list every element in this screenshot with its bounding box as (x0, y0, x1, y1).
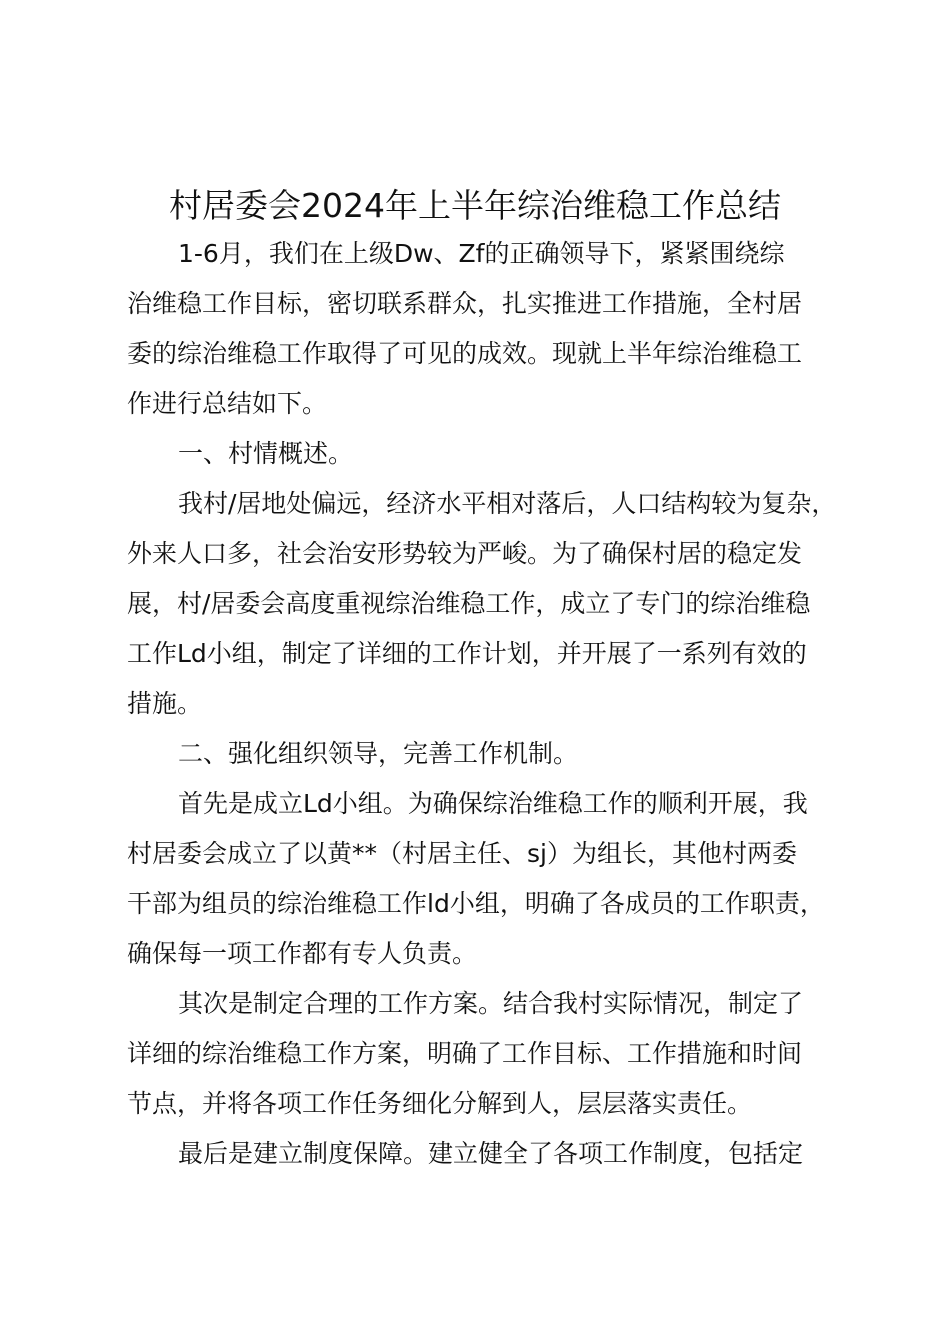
paragraph-intro-line-3: 委的综治维稳工作取得了可见的成效。现就上半年综治维稳工 (127, 339, 803, 368)
paragraph-leadership-line-1: 首先是成立Ld小组。为确保综治维稳工作的顺利开展，我 (178, 789, 808, 818)
paragraph-leadership-line-2: 村居委会成立了以黄**（村居主任、sj）为组长，其他村两委 (127, 839, 797, 868)
paragraph-plan-line-3: 节点，并将各项工作任务细化分解到人，层层落实责任。 (127, 1089, 753, 1118)
paragraph-leadership-line-4: 确保每一项工作都有专人负责。 (127, 939, 478, 968)
section-heading-organization: 二、强化组织领导，完善工作机制。 (178, 739, 579, 768)
paragraph-overview-line-3: 展，村/居委会高度重视综治维稳工作，成立了专门的综治维稳 (127, 589, 811, 618)
document-title: 村居委会2024年上半年综治维稳工作总结 (169, 186, 781, 225)
paragraph-plan-line-1: 其次是制定合理的工作方案。结合我村实际情况，制定了 (178, 989, 804, 1018)
paragraph-overview-line-5: 措施。 (127, 689, 203, 718)
paragraph-overview-line-4: 工作Ld小组，制定了详细的工作计划，并开展了一系列有效的 (127, 639, 807, 668)
paragraph-intro-line-1: 1-6月，我们在上级Dw、Zf的正确领导下，紧紧围绕综 (178, 239, 785, 268)
paragraph-overview-line-1: 我村/居地处偏远，经济水平相对落后，人口结构较为复杂， (178, 489, 837, 518)
paragraph-plan-line-2: 详细的综治维稳工作方案，明确了工作目标、工作措施和时间 (127, 1039, 803, 1068)
paragraph-intro-line-2: 治维稳工作目标，密切联系群众，扎实推进工作措施，全村居 (127, 289, 803, 318)
section-heading-village-overview: 一、村情概述。 (178, 439, 354, 468)
paragraph-intro-line-4: 作进行总结如下。 (127, 389, 328, 418)
paragraph-overview-line-2: 外来人口多，社会治安形势较为严峻。为了确保村居的稳定发 (127, 539, 803, 568)
paragraph-leadership-line-3: 干部为组员的综治维稳工作ld小组，明确了各成员的工作职责， (127, 889, 825, 918)
paragraph-system-line-1: 最后是建立制度保障。建立健全了各项工作制度，包括定 (178, 1139, 804, 1168)
